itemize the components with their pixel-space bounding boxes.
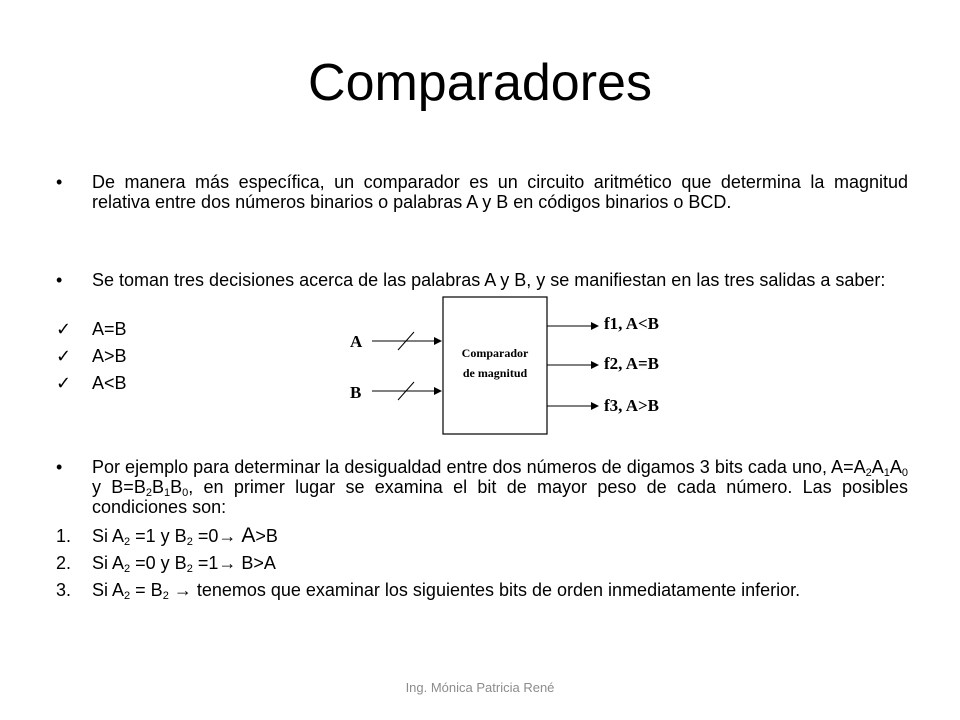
check-item-greater — [56, 346, 127, 366]
output-3-label: f3, A>B — [604, 396, 660, 415]
bullet-example — [56, 457, 908, 517]
checkmark-icon: ✓ — [56, 346, 72, 366]
bullet-decisions-text: Se toman tres decisiones acerca de las palabras A y B, y se manifiestan en las tres salidas a saber: — [92, 270, 886, 290]
box-label-line1: Comparador — [461, 346, 529, 360]
check-item-equal — [56, 319, 127, 339]
output-1-label: f1, A<B — [604, 314, 660, 333]
bullet-definition — [56, 172, 908, 212]
comparator-diagram — [340, 295, 700, 440]
condition-2 — [56, 553, 908, 575]
check-item-less — [56, 373, 127, 393]
condition-number: 1. — [56, 526, 72, 546]
box-label-line2: de magnitud — [462, 366, 528, 380]
condition-3 — [56, 580, 908, 602]
bullet-decisions — [56, 270, 908, 290]
checkmark-icon: ✓ — [56, 373, 72, 393]
footer-author: Ing. Mónica Patricia René — [405, 680, 555, 695]
condition-text: Si $A_2 =1$ y $B_2 =0\to A>B$ — [92, 524, 278, 548]
input-b-label: B — [350, 383, 362, 402]
bullet-dot: • — [56, 457, 63, 477]
condition-text: Si $A_2 = B_2$ → tenemos que examinar los siguientes bits de orden inmediatamente inferior. — [92, 580, 801, 602]
bullet-definition-text: De manera más específica, un comparador es un circuito aritmético que determina la magnitud relativa entre dos números binarios o palabras A y B en códigos binarios o BCD. — [92, 172, 908, 212]
output-2-label: f2, A=B — [604, 354, 660, 373]
check-item-label: A>B — [92, 346, 127, 366]
bullet-dot: • — [56, 270, 63, 290]
check-item-label: A<B — [92, 373, 127, 393]
condition-number: 3. — [56, 580, 72, 600]
condition-1 — [56, 524, 908, 548]
bullet-dot: • — [56, 172, 63, 192]
checkmark-icon: ✓ — [56, 319, 72, 339]
condition-number: 2. — [56, 553, 72, 573]
check-item-label: A=B — [92, 319, 127, 339]
bullet-example-text: Por ejemplo para determinar la desigualdad entre dos números de digamos 3 bits cada uno, $A=A_2A_1A_0$ y $B=B_2B_1B_0$, en primer lugar se examina el bit de mayor peso de cada número. Las posibles condiciones son: — [92, 457, 908, 517]
slide-title: Comparadores — [308, 54, 652, 112]
condition-text: Si $A_2 =0$ y $B_2 =1\to B>A$ — [92, 553, 276, 575]
input-a-label: A — [350, 332, 363, 351]
